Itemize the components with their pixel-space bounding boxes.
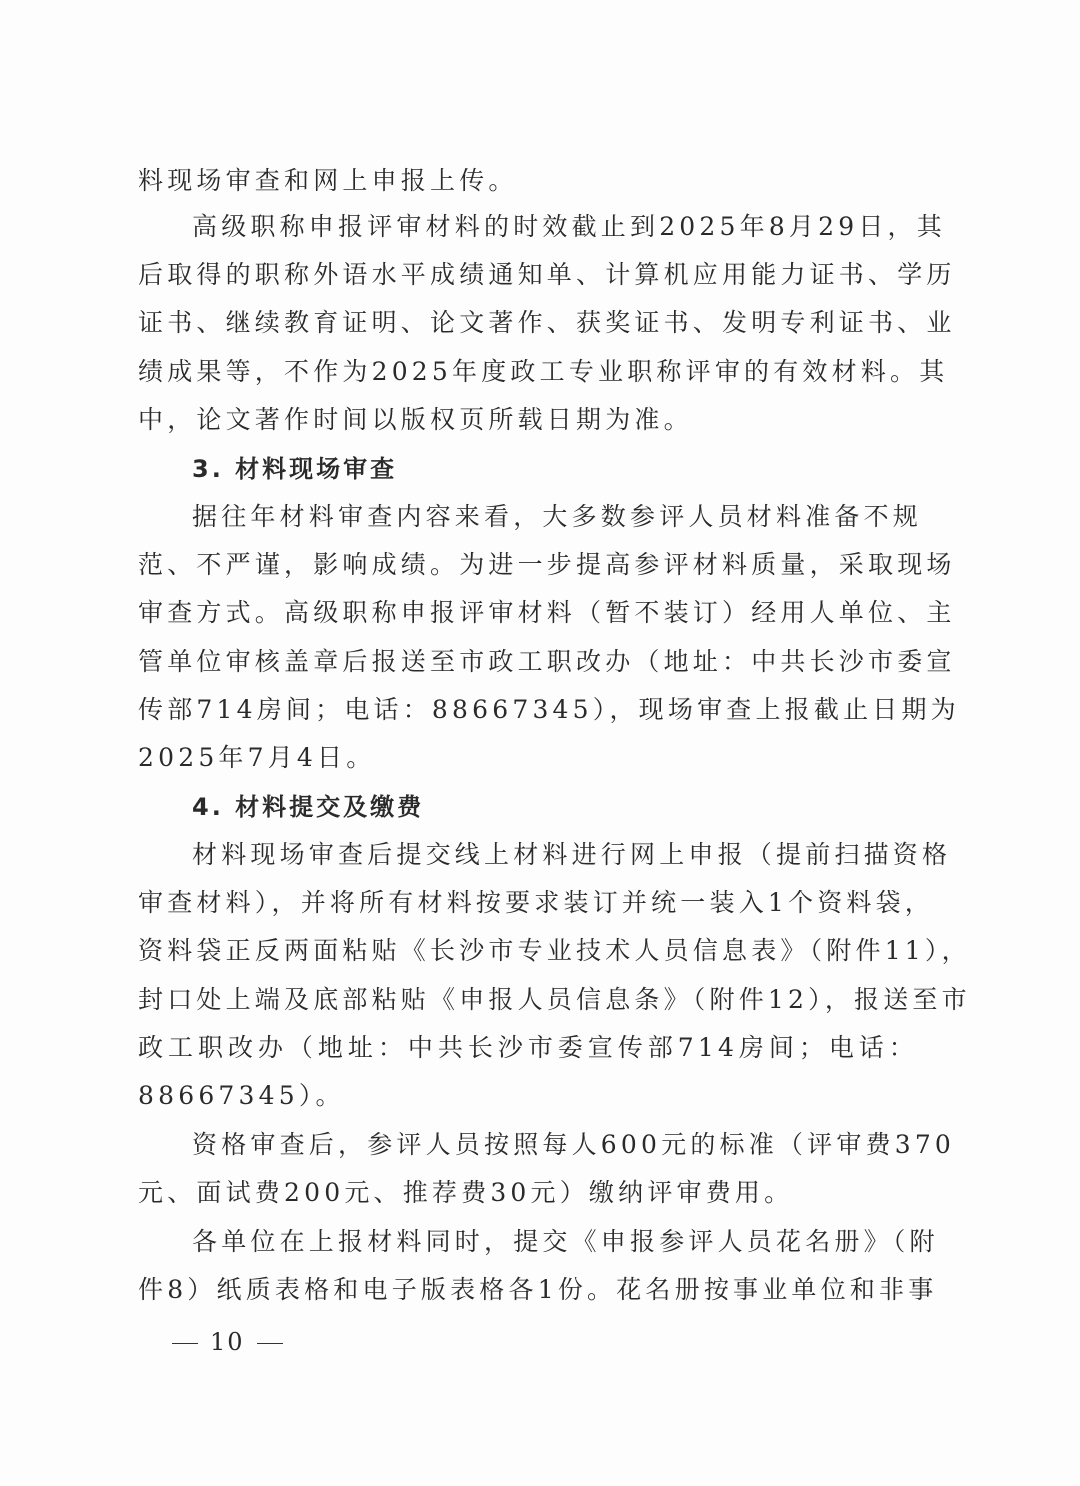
paragraph-line: 据往年材料审查内容来看，大多数参评人员材料准备不规 xyxy=(192,502,923,531)
section-heading-4: 4. 材料提交及缴费 xyxy=(192,793,425,821)
paragraph-line: 封口处上端及底部粘贴《申报人员信息条》（附件12），报送至市 xyxy=(138,985,971,1014)
paragraph-line: 资料袋正反两面粘贴《长沙市专业技术人员信息表》（附件11）， xyxy=(138,936,971,965)
paragraph-line: 政工职改办（地址：中共长沙市委宣传部714房间；电话： xyxy=(138,1033,918,1062)
paragraph-line: 件8）纸质表格和电子版表格各1份。花名册按事业单位和非事 xyxy=(138,1275,938,1304)
paragraph-line: 管单位审核盖章后报送至市政工职改办（地址：中共长沙市委宣 xyxy=(138,647,956,676)
paragraph-line: 审查材料），并将所有材料按要求装订并统一装入1个资料袋， xyxy=(138,888,935,917)
paragraph-line: 元、面试费200元、推荐费30元）缴纳评审费用。 xyxy=(138,1178,794,1207)
paragraph-line: 绩成果等，不作为2025年度政工专业职称评审的有效材料。其 xyxy=(138,357,949,386)
page-number: 10 xyxy=(210,1328,245,1356)
paragraph-line: 范、不严谨，影响成绩。为进一步提高参评材料质量，采取现场 xyxy=(138,550,956,579)
paragraph-line: 2025年7月4日。 xyxy=(138,743,376,772)
section-heading-3: 3. 材料现场审查 xyxy=(192,455,398,483)
footer-dash-right xyxy=(257,1343,283,1344)
paragraph-line: 各单位在上报材料同时，提交《申报参评人员花名册》（附 xyxy=(192,1227,939,1256)
paragraph-line: 传部714房间；电话：88667345），现场审查上报截止日期为 xyxy=(138,695,960,724)
paragraph-line: 中，论文著作时间以版权页所载日期为准。 xyxy=(138,405,693,434)
paragraph-line: 材料现场审查后提交线上材料进行网上申报（提前扫描资格 xyxy=(192,840,952,869)
paragraph-line: 后取得的职称外语水平成绩通知单、计算机应用能力证书、学历 xyxy=(138,260,956,289)
paragraph-line: 88667345）。 xyxy=(138,1081,345,1110)
paragraph-line: 资格审查后，参评人员按照每人600元的标准（评审费370 xyxy=(192,1130,956,1159)
page-footer xyxy=(160,1325,295,1359)
paragraph-line: 证书、继续教育证明、论文著作、获奖证书、发明专利证书、业 xyxy=(138,308,956,337)
paragraph-line: 审查方式。高级职称申报评审材料（暂不装订）经用人单位、主 xyxy=(138,598,956,627)
footer-dash-left xyxy=(172,1343,198,1344)
paragraph-line: 高级职称申报评审材料的时效截止到2025年8月29日，其 xyxy=(192,212,946,241)
paragraph-continuation: 料现场审查和网上申报上传。 xyxy=(138,166,518,195)
